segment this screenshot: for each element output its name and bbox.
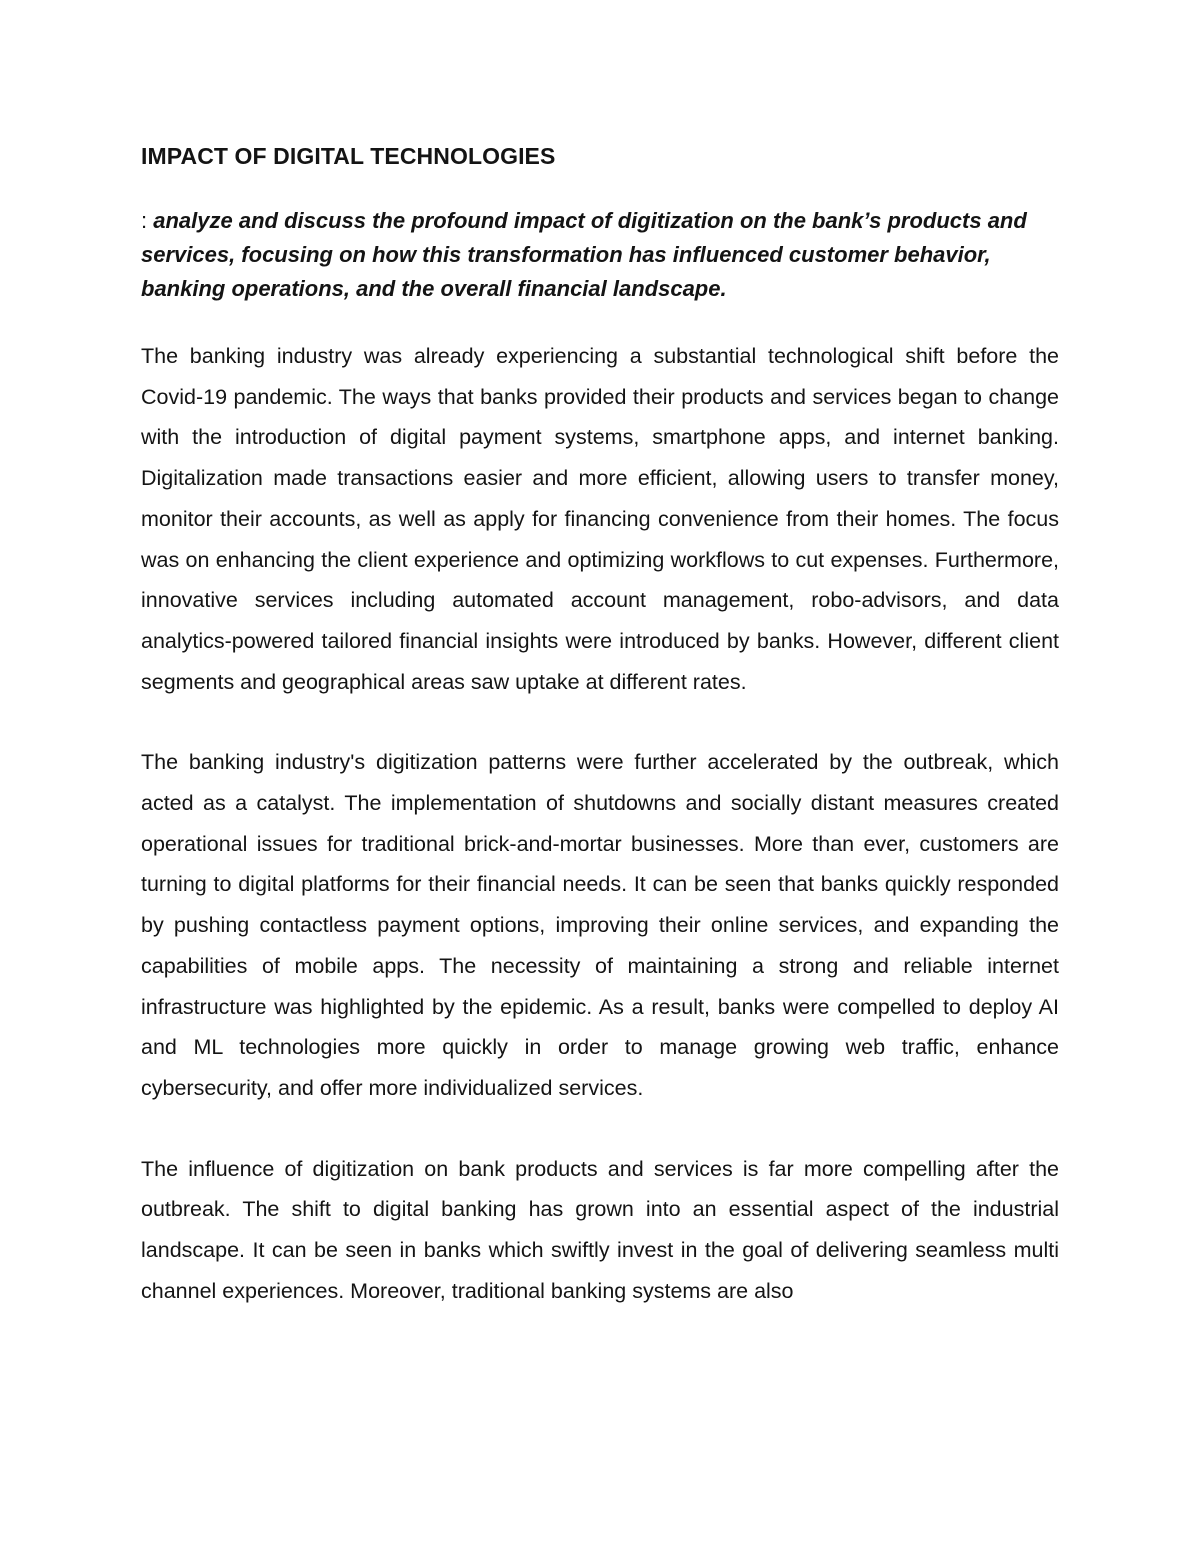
page-title: IMPACT OF DIGITAL TECHNOLOGIES xyxy=(141,143,556,169)
lead-text: analyze and discuss the profound impact of digitization on the bank’s products and services, focusing on how this transformation has influenced customer behavior, banking operations, and the overall financial landscape. xyxy=(141,208,1027,301)
body-paragraph-2: The banking industry's digitization patterns were further accelerated by the outbreak, which acted as a catalyst. The implementation of shutdowns and socially distant measures created operational issues for traditional brick-and-mortar businesses. More than ever, customers are turning to digital platforms for their financial needs. It can be seen that banks quickly responded by pushing contactless payment options, improving their online services, and expanding the capabilities of mobile apps. The necessity of maintaining a strong and reliable internet infrastructure was highlighted by the epidemic. As a result, banks were compelled to deploy AI and ML technologies more quickly in order to manage growing web traffic, enhance cybersecurity, and offer more individualized services. xyxy=(141,750,1059,1100)
lead-paragraph xyxy=(141,204,1059,306)
body-paragraph-3: The influence of digitization on bank products and services is far more compelling after the outbreak. The shift to digital banking has grown into an essential aspect of the industrial landscape. It can be seen in banks which swiftly invest in the goal of delivering seamless multi channel experiences. Moreover, traditional banking systems are also xyxy=(141,1156,1059,1303)
document-body xyxy=(141,138,1059,1311)
lead-prefix: : xyxy=(141,208,154,233)
body-paragraph-1: The banking industry was already experiencing a substantial technological shift before the Covid-19 pandemic. The ways that banks provided their products and services began to change with the introduction of digital payment systems, smartphone apps, and internet banking. Digitalization made transactions easier and more efficient, allowing users to transfer money, monitor their accounts, as well as apply for financing convenience from their homes. The focus was on enhancing the client experience and optimizing workflows to cut expenses. Furthermore, innovative services including automated account management, robo-advisors, and data analytics-powered tailored financial insights were introduced by banks. However, different client segments and geographical areas saw uptake at different rates. xyxy=(141,344,1059,694)
